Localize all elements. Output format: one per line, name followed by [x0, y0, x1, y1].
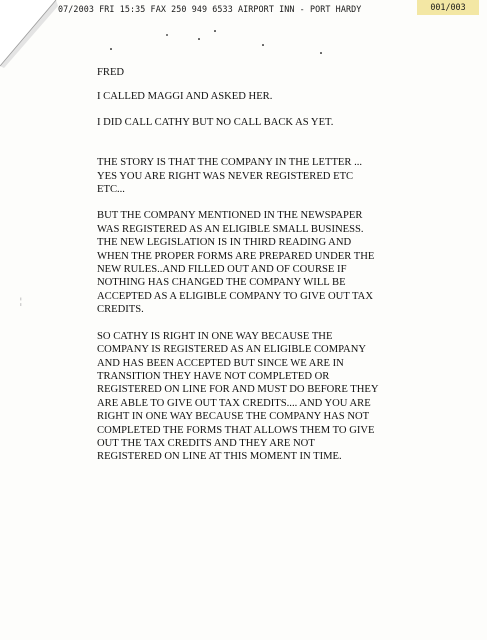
scan-speck — [214, 30, 216, 32]
text-line: NEW RULES..AND FILLED OUT AND OF COURSE IF — [97, 264, 347, 276]
margin-mark: ¦ — [20, 296, 22, 306]
text-line: CREDITS. — [97, 304, 144, 316]
salutation: FRED — [97, 67, 125, 78]
text-line: ETC... — [97, 184, 125, 196]
text-line: COMPLETED THE FORMS THAT ALLOWS THEM TO GIVE — [97, 424, 375, 436]
text-line: SO CATHY IS RIGHT IN ONE WAY BECAUSE THE — [97, 330, 333, 342]
paragraph-called-maggi: I CALLED MAGGI AND ASKED HER. — [97, 91, 273, 103]
scan-speck — [320, 52, 322, 54]
fax-page-counter — [417, 0, 479, 15]
text-line: RIGHT IN ONE WAY BECAUSE THE COMPANY HAS NOT — [97, 411, 370, 423]
fax-header-line: 07/2003 FRI 15:35 FAX 250 949 6533 AIRPORT INN - PORT HARDY — [58, 4, 362, 14]
text-line: TRANSITION THEY HAVE NOT COMPLETED OR — [97, 370, 330, 382]
text-line: ARE ABLE TO GIVE OUT TAX CREDITS.... AND YOU ARE — [97, 397, 371, 409]
paragraph-newspaper-company — [97, 209, 437, 316]
scan-speck — [110, 48, 112, 50]
text-line: OUT THE TAX CREDITS AND THEY ARE NOT — [97, 437, 315, 449]
scan-speck — [166, 34, 168, 36]
letter-body — [97, 66, 437, 464]
paragraph-called-cathy: I DID CALL CATHY BUT NO CALL BACK AS YET. — [97, 116, 334, 128]
text-line: BUT THE COMPANY MENTIONED IN THE NEWSPAPER — [97, 210, 363, 222]
text-line: AND HAS BEEN ACCEPTED BUT SINCE WE ARE IN — [97, 357, 344, 369]
fax-page-counter-text: 001/003 — [430, 2, 466, 12]
text-line: THE NEW LEGISLATION IS IN THIRD READING AND — [97, 237, 352, 249]
text-line: WAS REGISTERED AS AN ELIGIBLE SMALL BUSINESS. — [97, 223, 364, 235]
text-line: YES YOU ARE RIGHT WAS NEVER REGISTERED ETC — [97, 170, 354, 182]
text-line: REGISTERED ON LINE AT THIS MOMENT IN TIME. — [97, 451, 342, 463]
paragraph-company-story — [97, 156, 437, 196]
paragraph-cathy-is-right — [97, 330, 437, 464]
text-line: NOTHING HAS CHANGED THE COMPANY WILL BE — [97, 277, 346, 289]
text-line: REGISTERED ON LINE FOR AND MUST DO BEFORE THEY — [97, 384, 379, 396]
scan-speck — [198, 38, 200, 40]
text-line: ACCEPTED AS A ELIGIBLE COMPANY TO GIVE OUT TAX — [97, 290, 373, 302]
text-line: COMPANY IS REGISTERED AS AN ELIGIBLE COMPANY — [97, 344, 366, 356]
folded-corner-icon — [0, 0, 60, 70]
text-line: THE STORY IS THAT THE COMPANY IN THE LETTER ... — [97, 157, 363, 169]
scan-speck — [262, 44, 264, 46]
text-line: WHEN THE PROPER FORMS ARE PREPARED UNDER THE — [97, 250, 375, 262]
